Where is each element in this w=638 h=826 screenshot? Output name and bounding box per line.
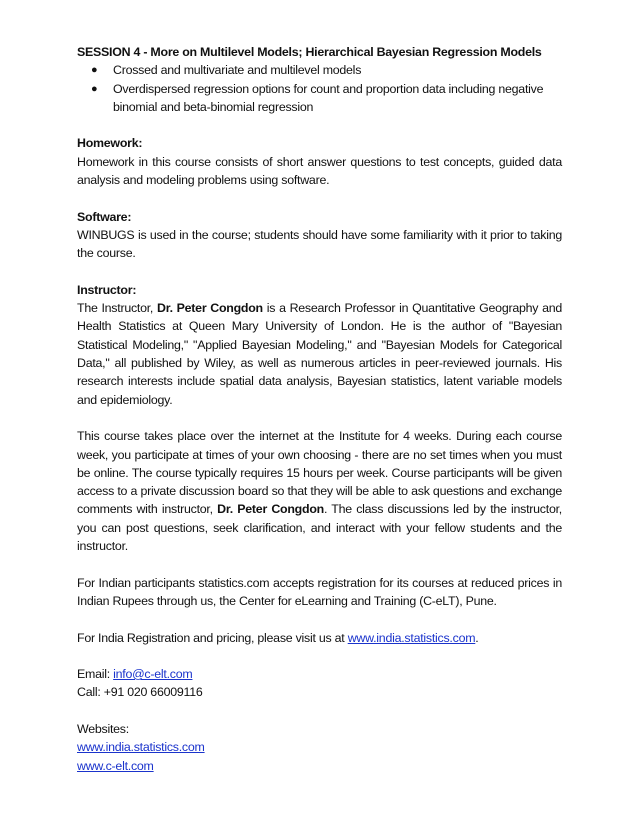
list-item-text: Crossed and multivariate and multilevel models bbox=[113, 63, 362, 78]
registration-link[interactable]: www.india.statistics.com bbox=[347, 630, 476, 645]
email-label: Email: bbox=[77, 667, 114, 682]
list-item bbox=[77, 61, 562, 79]
instructor-name: Dr. Peter Congdon bbox=[157, 301, 263, 316]
homework-heading: Homework: bbox=[77, 136, 143, 151]
course-instructor-name: Dr. Peter Congdon bbox=[217, 502, 324, 517]
website-link-india-statistics[interactable]: www.india.statistics.com bbox=[77, 740, 205, 755]
indian-participants-paragraph: For Indian participants statistics.com accepts registration for its courses at reduced prices in Indian Rupees through us, the Center for eLearning and Training (C-eLT), Pune. bbox=[77, 575, 562, 608]
instructor-text-before: The Instructor, bbox=[77, 301, 157, 316]
course-info-text-before: This course takes place over the internet at the Institute for 4 weeks. During each course week, you participate at times of your own choosing - there are no set times when you must be online. The course typically requires 15 hours per week. Course participants will be given access to a private discussion board so that they will be able to ask questions and exchange comments with instructor, bbox=[77, 429, 562, 517]
software-text: WINBUGS is used in the course; students should have some familiarity with it prior to taking the course. bbox=[77, 227, 562, 261]
session-title: SESSION 4 - More on Multilevel Models; Hierarchical Bayesian Regression Models bbox=[77, 45, 542, 59]
software-heading: Software: bbox=[77, 209, 132, 224]
homework-text: Homework in this course consists of short answer questions to test concepts, guided data analysis and modeling problems using software. bbox=[77, 154, 562, 188]
phone-line: Call: +91 020 66009116 bbox=[77, 685, 203, 700]
registration-paragraph bbox=[77, 629, 562, 647]
websites-label: Websites: bbox=[77, 721, 129, 736]
website-line bbox=[77, 738, 562, 756]
website-line bbox=[77, 757, 562, 775]
list-item bbox=[77, 80, 562, 117]
course-info-text-after: . The class discussions led by the instructor, you can post questions, seek clarification, and interact with your fellow students and the instructor. bbox=[77, 502, 562, 554]
website-link-c-elt[interactable]: www.c-elt.com bbox=[77, 758, 154, 773]
registration-text-after: . bbox=[475, 630, 479, 645]
email-link[interactable]: info@c-elt.com bbox=[113, 667, 193, 682]
registration-text-before: For India Registration and pricing, please visit us at bbox=[77, 630, 348, 645]
list-item-text: Overdispersed regression options for count and proportion data including negative binomial and beta-binomial regression bbox=[113, 81, 544, 114]
instructor-text-after: is a Research Professor in Quantitative Geography and Health Statistics at Queen Mary University of London. He is the author of "Bayesian Statistical Modeling," "Applied Bayesian Modeling," and "Bayesian Models for Categorical Data," all published by Wiley, as well as numerous articles in peer-reviewed journals. His research interests include spatial data analysis, Bayesian statistics, latent variable models and epidemiology. bbox=[77, 301, 562, 407]
instructor-heading: Instructor: bbox=[77, 282, 137, 297]
bullet-icon: ● bbox=[91, 82, 98, 95]
course-info-paragraph bbox=[77, 427, 562, 555]
session-topics-list bbox=[77, 61, 562, 116]
email-line bbox=[77, 665, 562, 683]
instructor-paragraph bbox=[77, 299, 562, 409]
bullet-icon: ● bbox=[91, 64, 98, 77]
